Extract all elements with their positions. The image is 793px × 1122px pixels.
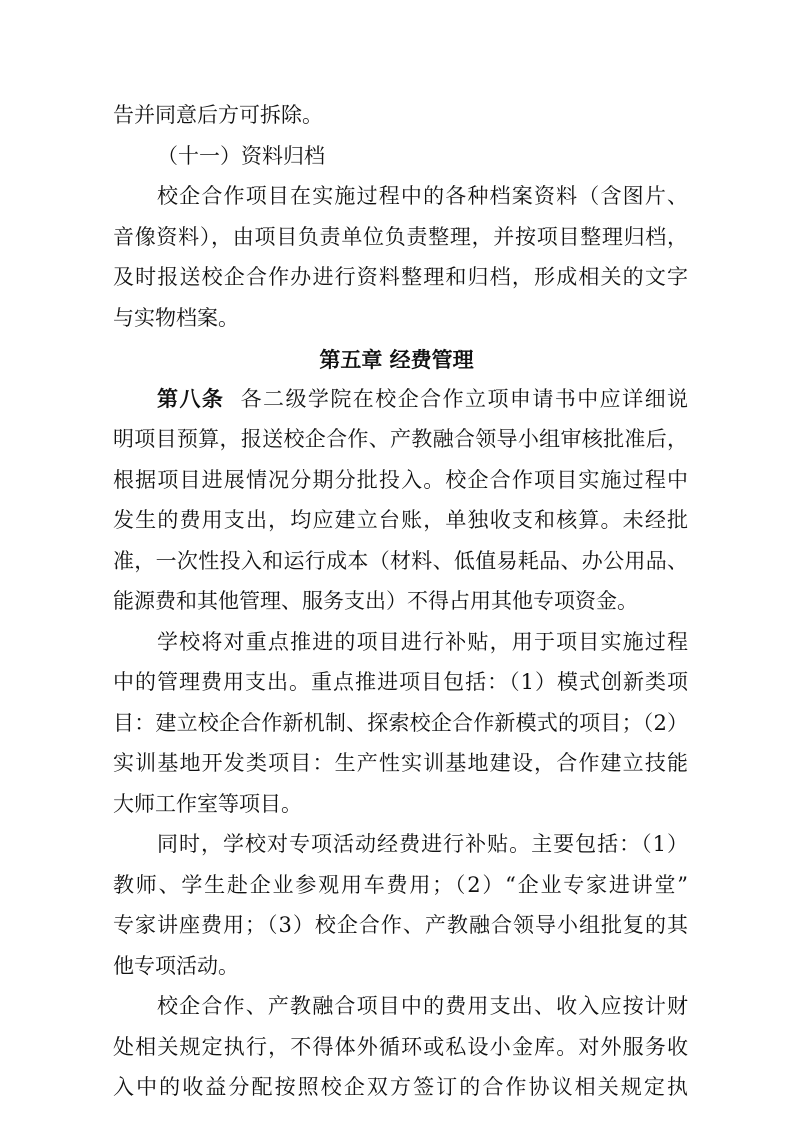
text-line: 目：建立校企合作新机制、探索校企合作新模式的项目；（2） [113,711,688,735]
article-first-line [157,384,688,414]
text-line: 教师、学生赴企业参观用车费用；（2）“企业专家进讲堂” [113,873,688,897]
text-line: 与实物档案。 [113,306,239,330]
text-line: 准，一次性投入和运行成本（材料、低值易耗品、办公用品、 [113,549,688,573]
text-line: 中的管理费用支出。重点推进项目包括：（1）模式创新类项 [113,670,688,694]
text-line: 专家讲座费用；（3）校企合作、产教融合领导小组批复的其 [113,913,688,937]
text-line: 实训基地开发类项目：生产性实训基地建设，合作建立技能 [113,751,688,775]
text-line: 告并同意后方可拆除。 [113,103,323,127]
text-line: 校企合作项目在实施过程中的各种档案资料（含图片、 [157,184,688,208]
text-line: 学校将对重点推进的项目进行补贴，用于项目实施过程 [157,630,688,654]
chapter-title: 第五章 经费管理 [319,347,474,372]
text-line: 校企合作、产教融合项目中的费用支出、收入应按计财 [157,994,688,1018]
text-line: 能源费和其他管理、服务支出）不得占用其他专项资金。 [113,589,638,613]
article-label: 第八条 [157,386,225,411]
text-line: 根据项目进展情况分期分批投入。校企合作项目实施过程中 [113,468,688,492]
text-line: 发生的费用支出，均应建立台账，单独收支和核算。未经批 [113,508,688,532]
text-line: 大师工作室等项目。 [113,792,302,816]
text-line: 明项目预算，报送校企合作、产教融合领导小组审核批准后， [113,427,688,451]
text-line: 及时报送校企合作办进行资料整理和归档，形成相关的文字 [113,265,688,289]
text-line: 入中的收益分配按照校企双方签订的合作协议相关规定执 [113,1075,688,1099]
text-line: 他专项活动。 [113,954,239,978]
text-line: 音像资料），由项目负责单位负责整理，并按项目整理归档， [113,225,688,249]
text-line: 同时，学校对专项活动经费进行补贴。主要包括：（1） [157,832,688,856]
article-text: 各二级学院在校企合作立项申请书中应详细说 [240,387,688,411]
text-line: 处相关规定执行，不得体外循环或私设小金库。对外服务收 [113,1035,688,1059]
section-heading: （十一）资料归档 [157,144,325,168]
